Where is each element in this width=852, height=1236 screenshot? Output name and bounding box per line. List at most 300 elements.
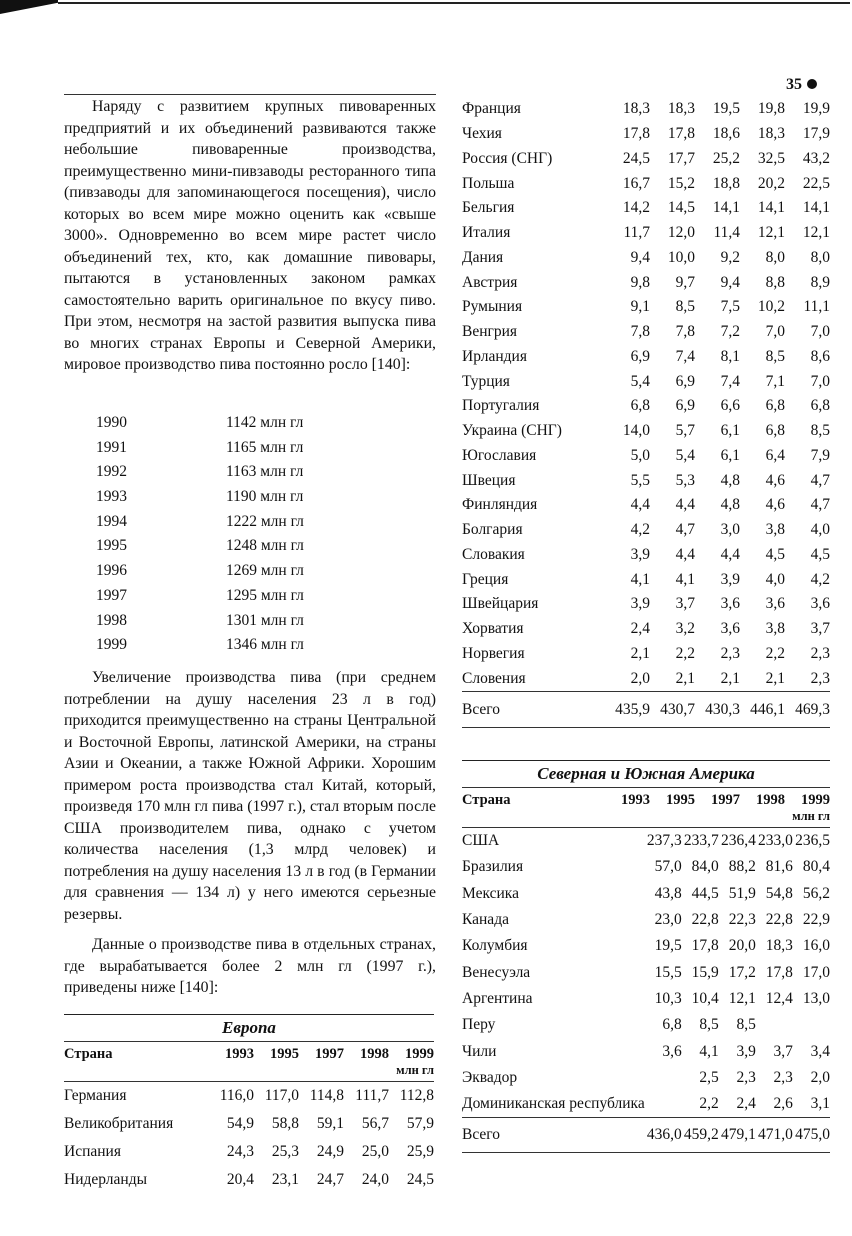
country-cell: Швеция [462,471,516,489]
value-cell: 3,8 [765,620,785,638]
europe-table-continued-body [462,97,830,728]
total-value: 471,0 [756,1118,793,1153]
country-cell: Германия [64,1087,127,1104]
country-cell: Мексика [462,884,519,902]
value-cell: 2,5 [699,1068,719,1086]
value-cell: 6,8 [630,397,650,415]
value-cell: 7,8 [675,323,695,341]
value-cell: 6,4 [765,446,785,464]
table-row [462,828,830,854]
table-row [462,122,830,147]
value-cell: 17,9 [802,125,830,143]
value-cell [756,1012,793,1038]
table-row [64,1166,434,1194]
value-cell: 236,5 [795,832,830,850]
world-production-row [96,636,304,661]
value-cell: 22,5 [802,174,830,192]
value-cell: 2,2 [699,1095,719,1113]
americas-table [462,760,830,1153]
value-cell: 7,4 [675,347,695,365]
total-value: 430,7 [650,692,695,728]
country-cell: Бельгия [462,199,515,217]
value-cell: 18,3 [765,937,793,955]
country-cell: Австрия [462,273,518,291]
table-row [462,986,830,1012]
value-cell: 15,9 [691,963,719,981]
value-cell: 3,6 [662,1042,682,1060]
value-cell: 12,0 [667,224,695,242]
value-cell: 14,1 [712,199,740,217]
value-cell: 6,9 [675,397,695,415]
year-column-header: 1999 [405,1046,434,1062]
value-cell: 7,4 [720,372,740,390]
table-row [462,147,830,172]
value-cell: 19,8 [757,100,785,118]
country-cell: Аргентина [462,989,533,1007]
value-cell: 17,8 [667,125,695,143]
value-cell: 22,3 [728,911,756,929]
value-cell: 2,4 [736,1095,756,1113]
value-cell: 2,1 [765,669,785,687]
value-cell: 5,3 [675,471,695,489]
value-cell [793,1012,830,1038]
value-cell: 4,7 [675,521,695,539]
value-cell: 111,7 [355,1087,389,1104]
value-cell: 4,1 [699,1042,719,1060]
paragraph-2-text: Увеличение производства пива (при среднем потреблении на душу населения 23 л в год) приходится преимущественно на страны Центральной и Восточной Европы, латинской Америки, на страны Азии и Океании, а также Южной Африки. Хорошим примером роста производства стал Китай, который, произведя 170 млн гл пива (1997 г.), стал вторым после США производителем пива, однако с учетом количества населения (1,3 млрд человек) и потребления на душу населения 13 л в год (в Германии для сравнения — 134 л) у него имеются серьезные резервы. [64,669,436,923]
value-cell: 4,6 [765,496,785,514]
world-production-list [96,414,304,661]
value-cell: 18,3 [622,100,650,118]
table-row [462,642,830,667]
value-cell [645,1065,682,1091]
total-value: 469,3 [785,692,830,728]
value-cell: 6,8 [765,397,785,415]
value-cell: 2,1 [675,669,695,687]
value-cell: 236,4 [720,832,756,850]
value-cell: 12,1 [802,224,830,242]
world-production-row [96,562,304,587]
value-cell: 25,9 [406,1143,434,1160]
value-cell: 24,3 [226,1143,254,1160]
table-row [462,97,830,122]
value-cell: 8,8 [765,273,785,291]
table-row [462,221,830,246]
world-production-row [96,414,304,439]
value-cell: 19,9 [802,100,830,118]
value-cell: 3,6 [720,595,740,613]
value-cell: 20,4 [226,1171,254,1188]
world-production-row [96,513,304,538]
value-cell: 9,7 [675,273,695,291]
value-cell: 13,0 [802,989,830,1007]
country-cell: Чехия [462,125,502,143]
americas-table-title: Северная и Южная Америка [462,760,830,788]
value-cell: 237,3 [646,832,682,850]
americas-table-body [462,828,830,1153]
year-cell: 1993 [96,488,127,506]
europe-table-body [64,1082,434,1194]
world-production-row [96,587,304,612]
value-cell: 25,3 [271,1143,299,1160]
production-value: 1346 млн гл [226,636,304,654]
value-cell: 25,2 [712,149,740,167]
value-cell: 3,8 [765,521,785,539]
table-row [462,1038,830,1064]
table-row [462,246,830,271]
value-cell: 8,0 [765,248,785,266]
country-cell: Перу [462,1016,496,1034]
country-cell: Великобритания [64,1115,174,1132]
value-cell: 7,1 [765,372,785,390]
value-cell: 54,9 [226,1115,254,1132]
value-cell: 3,4 [810,1042,830,1060]
value-cell: 6,9 [630,347,650,365]
table-row [462,959,830,985]
world-production-row [96,463,304,488]
value-cell: 3,2 [675,620,695,638]
table-row [462,854,830,880]
value-cell: 10,2 [757,298,785,316]
value-cell: 24,0 [361,1171,389,1188]
country-cell: Ирландия [462,347,527,365]
value-cell: 4,4 [720,545,740,563]
value-cell: 57,9 [406,1115,434,1132]
value-cell: 81,6 [765,858,793,876]
value-cell: 14,2 [622,199,650,217]
country-column-header: Страна [64,1046,113,1062]
value-cell: 4,6 [765,471,785,489]
country-cell: Доминиканская республика [462,1095,645,1113]
country-cell: Словакия [462,545,525,563]
total-value: 435,9 [605,692,650,728]
value-cell: 5,4 [630,372,650,390]
country-cell: Финляндия [462,496,538,514]
table-row [462,567,830,592]
value-cell: 18,8 [712,174,740,192]
country-cell: Португалия [462,397,540,415]
table-row [462,666,830,691]
country-cell: США [462,832,500,850]
table-row [462,444,830,469]
value-cell: 58,8 [271,1115,299,1132]
value-cell: 10,4 [691,989,719,1007]
value-cell: 22,9 [802,911,830,929]
country-cell: Югославия [462,446,537,464]
value-cell: 7,5 [720,298,740,316]
year-column-header: 1993 [621,792,650,808]
year-column-header: 1998 [756,792,785,808]
production-value: 1165 млн гл [226,438,304,456]
year-cell: 1996 [96,562,127,580]
country-cell: Франция [462,100,521,118]
total-row [462,1118,830,1153]
value-cell: 8,5 [765,347,785,365]
table-row [462,543,830,568]
value-cell: 3,9 [630,545,650,563]
americas-table-unit: млн гл [462,809,830,828]
table-row [462,270,830,295]
country-cell: Дания [462,248,504,266]
value-cell: 2,3 [736,1068,756,1086]
year-column-header: 1997 [315,1046,344,1062]
value-cell: 56,7 [361,1115,389,1132]
value-cell: 2,0 [630,669,650,687]
country-cell: Украина (СНГ) [462,422,562,440]
year-column-header: 1993 [225,1046,254,1062]
value-cell: 8,0 [810,248,830,266]
year-column-header: 1997 [711,792,740,808]
table-row [462,171,830,196]
value-cell: 10,0 [667,248,695,266]
value-cell [645,1091,682,1118]
table-row [462,1012,830,1038]
value-cell: 116,0 [219,1087,254,1104]
value-cell: 24,5 [622,149,650,167]
value-cell: 3,9 [630,595,650,613]
value-cell: 18,3 [757,125,785,143]
value-cell: 7,0 [765,323,785,341]
value-cell: 7,2 [720,323,740,341]
value-cell: 4,1 [675,570,695,588]
value-cell: 2,0 [810,1068,830,1086]
value-cell: 17,8 [691,937,719,955]
americas-table-header [462,788,830,809]
country-cell: Венесуэла [462,963,531,981]
value-cell: 57,0 [654,858,682,876]
table-row [64,1082,434,1110]
value-cell: 2,4 [630,620,650,638]
total-label: Всего [462,692,605,728]
europe-table-unit: млн гл [64,1063,434,1082]
value-cell: 6,9 [675,372,695,390]
value-cell: 11,7 [623,224,650,242]
value-cell: 4,7 [810,471,830,489]
total-value: 475,0 [793,1118,830,1153]
value-cell: 5,7 [675,422,695,440]
value-cell: 14,1 [802,199,830,217]
europe-table-header [64,1042,434,1063]
value-cell: 19,5 [654,937,682,955]
production-value: 1190 млн гл [226,488,304,506]
table-row [462,320,830,345]
table-row [462,394,830,419]
value-cell: 7,0 [810,372,830,390]
value-cell: 4,0 [810,521,830,539]
value-cell: 5,5 [630,471,650,489]
world-production-row [96,439,304,464]
value-cell: 3,9 [736,1042,756,1060]
europe-table-title: Европа [64,1014,434,1042]
production-value: 1248 млн гл [226,537,304,555]
country-cell: Россия (СНГ) [462,149,553,167]
value-cell: 2,2 [765,644,785,662]
world-production-row [96,612,304,637]
value-cell: 17,0 [802,963,830,981]
value-cell: 2,3 [720,644,740,662]
value-cell: 24,5 [406,1171,434,1188]
production-value: 1301 млн гл [226,611,304,629]
value-cell: 16,7 [622,174,650,192]
year-cell: 1990 [96,414,127,431]
value-cell: 16,0 [802,937,830,955]
table-row [462,1065,830,1091]
value-cell: 8,5 [810,422,830,440]
country-cell: Бразилия [462,858,524,876]
year-column-header: 1998 [360,1046,389,1062]
value-cell: 88,2 [728,858,756,876]
europe-table [64,1014,434,1194]
value-cell: 7,0 [810,323,830,341]
table-row [462,369,830,394]
value-cell: 8,1 [720,347,740,365]
country-cell: Польша [462,174,515,192]
value-cell: 44,5 [691,884,719,902]
country-cell: Словения [462,669,526,687]
value-cell: 8,5 [699,1016,719,1034]
value-cell: 7,9 [810,446,830,464]
total-label: Всего [462,1118,645,1153]
value-cell: 15,5 [654,963,682,981]
value-cell: 233,0 [758,832,793,850]
total-value: 446,1 [740,692,785,728]
value-cell: 10,3 [654,989,682,1007]
table-row [462,933,830,959]
country-cell: Греция [462,570,509,588]
value-cell: 14,5 [667,199,695,217]
value-cell: 22,8 [691,911,719,929]
value-cell: 12,1 [728,989,756,1007]
value-cell: 4,4 [630,496,650,514]
value-cell: 112,8 [399,1087,434,1104]
value-cell: 9,4 [720,273,740,291]
production-value: 1222 млн гл [226,512,304,530]
country-cell: Испания [64,1143,121,1160]
year-cell: 1998 [96,611,127,629]
table-row [462,518,830,543]
total-value: 430,3 [695,692,740,728]
production-value: 1142 млн гл [226,414,304,431]
value-cell: 3,9 [720,570,740,588]
value-cell: 3,1 [810,1095,830,1113]
year-column-header: 1995 [666,792,695,808]
value-cell: 4,5 [765,545,785,563]
value-cell: 24,9 [316,1143,344,1160]
value-cell: 6,8 [765,422,785,440]
value-cell: 15,2 [667,174,695,192]
country-column-header: Страна [462,792,511,808]
value-cell: 22,8 [765,911,793,929]
table-row [462,592,830,617]
table-row [462,1091,830,1118]
value-cell: 4,2 [630,521,650,539]
paragraph-3-text: Данные о производстве пива в отдельных странах, где вырабатывается более 2 млн гл (1997 г.), приведены ниже [140]: [64,936,436,996]
value-cell: 17,8 [622,125,650,143]
value-cell: 54,8 [765,884,793,902]
value-cell: 14,0 [622,422,650,440]
country-cell: Венгрия [462,323,518,341]
year-cell: 1992 [96,463,127,481]
value-cell: 59,1 [316,1115,344,1132]
country-cell: Нидерланды [64,1171,148,1188]
production-value: 1163 млн гл [226,463,304,481]
year-cell: 1994 [96,512,127,530]
value-cell: 4,0 [765,570,785,588]
value-cell: 2,3 [810,669,830,687]
value-cell: 18,6 [712,125,740,143]
value-cell: 25,0 [361,1143,389,1160]
value-cell: 4,2 [810,570,830,588]
table-row [462,907,830,933]
table-row [462,196,830,221]
value-cell: 20,2 [757,174,785,192]
page-number-text: 35 [786,76,802,93]
value-cell: 32,5 [757,149,785,167]
country-cell: Хорватия [462,620,524,638]
value-cell: 7,8 [630,323,650,341]
production-value: 1295 млн гл [226,586,304,604]
value-cell: 23,0 [654,911,682,929]
value-cell: 20,0 [728,937,756,955]
country-cell: Колумбия [462,937,528,955]
value-cell: 4,4 [675,496,695,514]
value-cell: 8,5 [736,1016,756,1034]
total-value: 436,0 [645,1118,682,1153]
total-value: 459,2 [682,1118,719,1153]
value-cell: 51,9 [728,884,756,902]
value-cell: 4,7 [810,496,830,514]
paragraph-1-text: Наряду с развитием крупных пивоваренных предприятий и их объединений развиваются также небольшие пивоваренные производства, преимущественно мини-пивзаводы ресторанного типа (пивзаводы для запоминающегося посещения), число которых во всем мире можно оценить как «свыше 3000». Одновременно во всем мире растет число объединений тех, кто, как домашние пивовары, пытаются в установленных законом рамках самостоятельно варить оригинальное по вкусу пиво. При этом, несмотря на застой развития выпуска пива во многих странах Европы и Северной Америки, мировое производство пива постоянно росло [140]: [64,98,436,373]
value-cell: 12,1 [757,224,785,242]
world-production-row [96,488,304,513]
value-cell: 17,2 [728,963,756,981]
value-cell: 3,7 [675,595,695,613]
country-cell: Канада [462,911,509,929]
country-cell: Швейцария [462,595,539,613]
table-row [462,419,830,444]
total-row [462,692,830,728]
left-column-rule [64,94,436,95]
value-cell: 17,8 [765,963,793,981]
table-row [462,345,830,370]
value-cell: 2,1 [720,669,740,687]
value-cell: 2,3 [810,644,830,662]
value-cell: 56,2 [802,884,830,902]
country-cell: Чили [462,1042,497,1060]
country-cell: Румыния [462,298,523,316]
year-column-header: 1999 [801,792,830,808]
value-cell: 43,2 [802,149,830,167]
value-cell: 19,5 [712,100,740,118]
value-cell: 6,6 [720,397,740,415]
value-cell: 2,2 [675,644,695,662]
value-cell: 233,7 [683,832,719,850]
value-cell: 9,1 [630,298,650,316]
value-cell: 24,7 [316,1171,344,1188]
table-row [64,1110,434,1138]
top-rule [58,2,850,4]
page-dot-icon [807,79,817,89]
page-number [786,76,817,94]
year-cell: 1995 [96,537,127,555]
value-cell: 3,0 [720,521,740,539]
world-production-row [96,537,304,562]
country-cell: Болгария [462,521,523,539]
total-value: 479,1 [719,1118,756,1153]
value-cell: 14,1 [757,199,785,217]
paragraph-1 [64,96,436,376]
value-cell: 17,7 [667,149,695,167]
